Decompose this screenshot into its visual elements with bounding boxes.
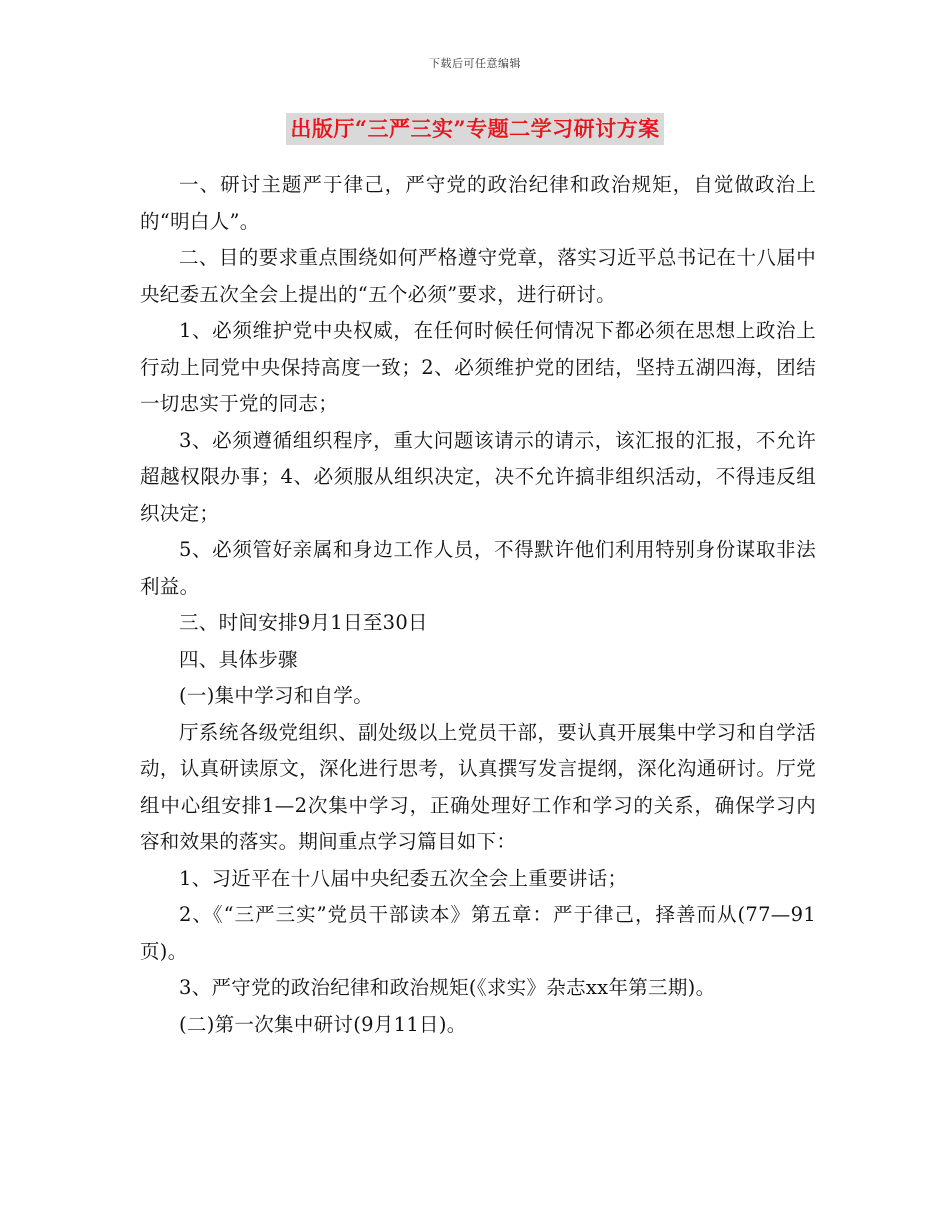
paragraph-reading-2: 2、《“三严三实”党员干部读本》第五章：严于律己，择善而从(77—91页)。 <box>140 903 816 963</box>
document-body <box>140 167 816 1043</box>
paragraph-schedule: 三、时间安排9月1日至30日 <box>179 611 428 634</box>
paragraph-topic: 一、研讨主题严于律己，严守党的政治纪律和政治规矩，自觉做政治上的“明白人”。 <box>140 173 816 233</box>
paragraph-goals: 二、目的要求重点围绕如何严格遵守党章，落实习近平总书记在十八届中央纪委五次全会上提出的“五个必须”要求，进行研讨。 <box>140 246 816 306</box>
paragraph-must-3-4: 3、必须遵循组织程序，重大问题该请示的请示，该汇报的汇报，不允许超越权限办事；4、必须服从组织决定，决不允许搞非组织活动，不得违反组织决定； <box>140 428 816 525</box>
paragraph-step-1-body: 厅系统各级党组织、副处级以上党员干部，要认真开展集中学习和自学活动，认真研读原文，深化进行思考，认真撰写发言提纲，深化沟通研讨。厅党组中心组安排1—2次集中学习，正确处理好工作和学习的关系，确保学习内容和效果的落实。期间重点学习篇目如下： <box>140 720 816 853</box>
document-title: 出版厅“三严三实”专题二学习研讨方案 <box>286 113 663 145</box>
paragraph-reading-1: 1、习近平在十八届中央纪委五次全会上重要讲话； <box>179 866 628 890</box>
paragraph-step-1-heading: (一)集中学习和自学。 <box>179 684 374 707</box>
header-note: 下载后可任意编辑 <box>429 57 521 70</box>
paragraph-step-2-heading: (二)第一次集中研讨(9月11日)。 <box>179 1012 467 1036</box>
paragraph-must-5: 5、必须管好亲属和身边工作人员，不得默许他们利用特别身份谋取非法利益。 <box>140 538 816 598</box>
paragraph-steps-heading: 四、具体步骤 <box>179 647 298 671</box>
paragraph-must-1-2: 1、必须维护党中央权威，在任何时候任何情况下都必须在思想上政治上行动上同党中央保持高度一致；2、必须维护党的团结，坚持五湖四海，团结一切忠实于党的同志； <box>140 319 816 415</box>
paragraph-reading-3: 3、严守党的政治纪律和政治规矩(《求实》杂志xx年第三期)。 <box>179 976 716 999</box>
title-wrap <box>0 113 950 145</box>
